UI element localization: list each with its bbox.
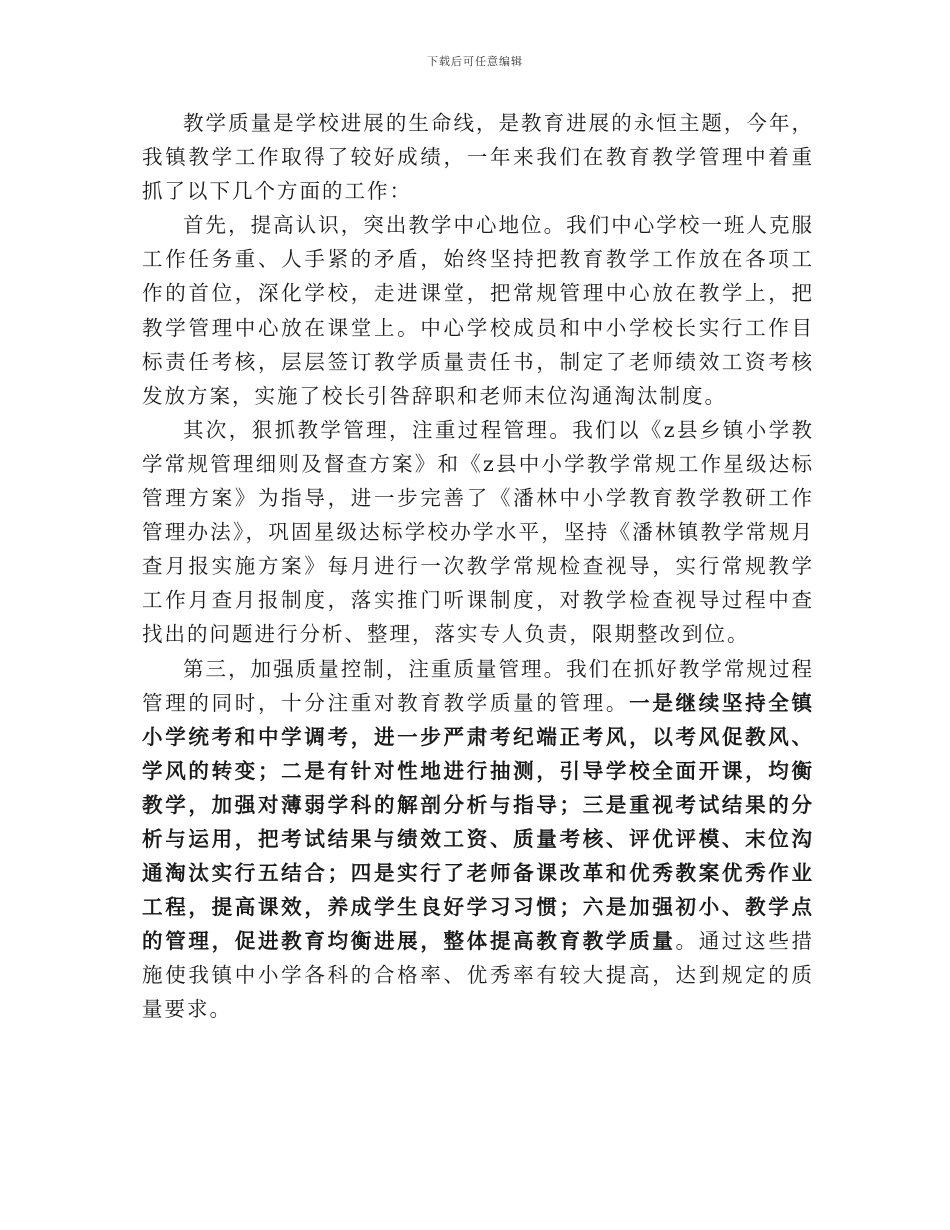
paragraph-third	[142, 652, 814, 1027]
paragraph-second: 其次，狠抓教学管理，注重过程管理。我们以《z县乡镇小学教学常规管理细则及督查方案》和《z县中小学教学常规工作星级达标管理方案》为指导，进一步完善了《潘林中小学教育教学教研工作管理办法》，巩固星级达标学校办学水平，坚持《潘林镇教学常规月查月报实施方案》每月进行一次教学常规检查视导，实行常规教学工作月查月报制度，落实推门听课制度，对教学检查视导过程中查找出的问题进行分析、整理，落实专人负责，限期整改到位。	[142, 417, 814, 647]
paragraph-third-bold: 一是继续坚持全镇小学统考和中学调考，进一步严肃考纪端正考风，以考风促教风、学风的转变；二是有针对性地进行抽测，引导学校全面开课，均衡教学，加强对薄弱学科的解剖分析与指导；三是重视考试结果的分析与运用，把考试结果与绩效工资、质量考核、评优评模、末位沟通淘汰实行五结合；四是实行了老师备课改革和优秀教案优秀作业工程，提高课效，养成学生良好学习习惯；六是加强初小、教学点的管理，促进教育均衡进展，整体提高教育教学质量	[142, 690, 814, 954]
paragraph-third-tail: 。通过这些措施使我镇中小学各科的合格率、优秀率有较大提高，达到规定的质量要求。	[142, 929, 815, 1022]
page-header-note: 下载后可任意编辑	[427, 55, 523, 68]
paragraph-third-lead: 第三，加强质量控制，注重质量管理。我们在抓好教学常规过程管理的同时，十分注重对教育教学质量的管理。	[142, 656, 814, 715]
document-body	[142, 106, 814, 1027]
paragraph-first: 首先，提高认识，突出教学中心地位。我们中心学校一班人克服工作任务重、人手紧的矛盾，始终坚持把教育教学工作放在各项工作的首位，深化学校，走进课堂，把常规管理中心放在教学上，把教学管理中心放在课堂上。中心学校成员和中小学校长实行工作目标责任考核，层层签订教学质量责任书，制定了老师绩效工资考核发放方案，实施了校长引咎辞职和老师末位沟通淘汰制度。	[142, 213, 814, 408]
paragraph-intro: 教学质量是学校进展的生命线，是教育进展的永恒主题，今年，我镇教学工作取得了较好成绩，一年来我们在教育教学管理中着重抓了以下几个方面的工作：	[142, 111, 814, 204]
